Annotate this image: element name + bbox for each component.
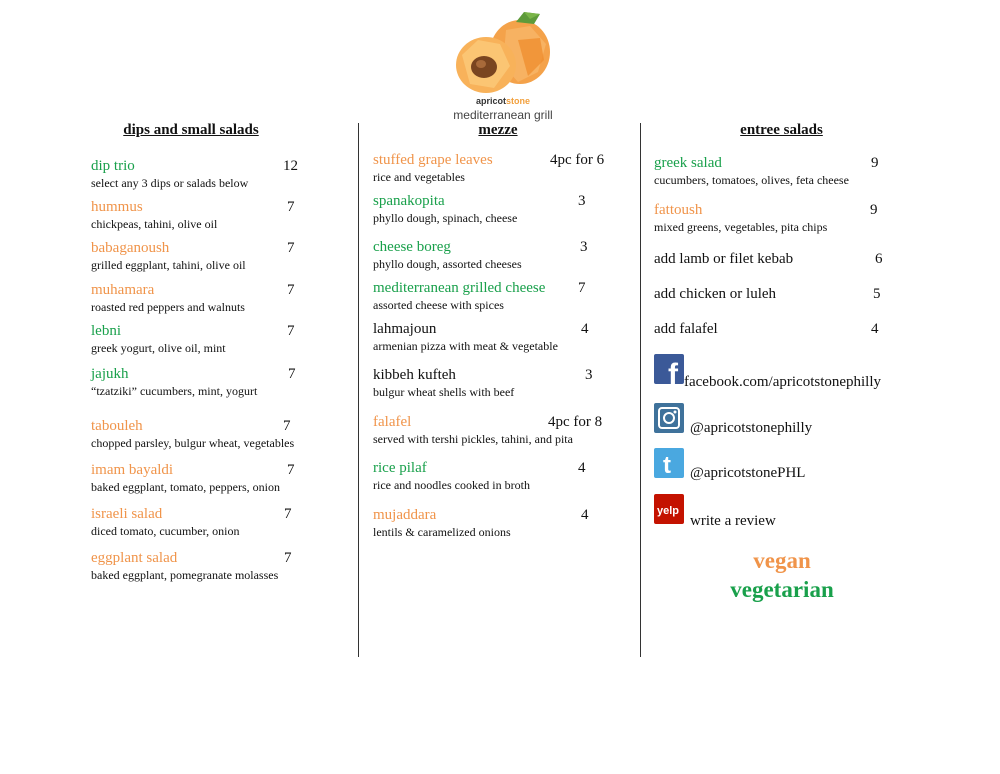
item-price: 3 — [578, 193, 586, 209]
yelp-row[interactable] — [654, 494, 894, 528]
item-description: diced tomato, cucumber, onion — [91, 524, 240, 538]
item-price: 7 — [287, 199, 295, 215]
item-description: chickpeas, tahini, olive oil — [91, 217, 218, 231]
item-description: baked eggplant, tomato, peppers, onion — [91, 480, 280, 494]
svg-text:t: t — [663, 452, 671, 478]
item-name: lahmajoun — [373, 321, 437, 337]
item-price: 7 — [287, 282, 295, 298]
apricot-logo-icon — [448, 10, 558, 95]
item-description: roasted red peppers and walnuts — [91, 300, 245, 314]
item-name: fattoush — [654, 202, 703, 218]
item-description: phyllo dough, assorted cheeses — [373, 257, 522, 271]
yelp-review-link[interactable]: write a review — [690, 513, 776, 529]
vegetarian-label: vegetarian — [730, 577, 834, 602]
item-price: 4pc for 8 — [548, 414, 603, 430]
item-name: jajukh — [91, 366, 129, 382]
item-description: armenian pizza with meat & vegetable — [373, 339, 558, 353]
twitter-link[interactable]: @apricotstonePHL — [690, 465, 806, 481]
addon-name: add chicken or luleh — [654, 286, 777, 302]
addon-name: add falafel — [654, 321, 718, 337]
column-divider — [358, 123, 359, 657]
item-price: 4 — [581, 321, 589, 337]
addon-price: 6 — [875, 251, 883, 267]
dips-heading: dips and small salads — [123, 122, 259, 138]
item-price: 4 — [581, 507, 589, 523]
item-price: 7 — [284, 550, 292, 566]
item-price: 3 — [580, 239, 588, 255]
brand-tagline: mediterranean grill — [453, 108, 553, 122]
facebook-row[interactable] — [654, 354, 894, 388]
item-name: falafel — [373, 414, 412, 430]
item-description: cucumbers, tomatoes, olives, feta cheese — [654, 173, 849, 187]
mezze-column — [373, 122, 613, 139]
item-name: mujaddara — [373, 507, 437, 523]
instagram-link[interactable]: @apricotstonephilly — [690, 420, 813, 436]
item-name: greek salad — [654, 155, 722, 171]
item-name: imam bayaldi — [91, 462, 174, 478]
item-price: 3 — [585, 367, 593, 383]
item-price: 7 — [287, 240, 295, 256]
twitter-icon — [654, 448, 684, 478]
item-description: served with tershi pickles, tahini, and pita — [373, 432, 573, 446]
entree-heading: entree salads — [740, 122, 823, 138]
instagram-icon — [654, 403, 684, 433]
item-description: phyllo dough, spinach, cheese — [373, 211, 518, 225]
item-price: 7 — [578, 280, 586, 296]
item-description: grilled eggplant, tahini, olive oil — [91, 258, 246, 272]
item-name: hummus — [91, 199, 143, 215]
item-description: select any 3 dips or salads below — [91, 176, 249, 190]
item-description: assorted cheese with spices — [373, 298, 504, 312]
column-divider — [640, 123, 641, 657]
item-description: “tzatziki” cucumbers, mint, yogurt — [91, 384, 258, 398]
item-description: mixed greens, vegetables, pita chips — [654, 220, 828, 234]
addon-price: 4 — [871, 321, 879, 337]
yelp-icon — [654, 494, 684, 524]
item-name: rice pilaf — [373, 460, 427, 476]
item-description: greek yogurt, olive oil, mint — [91, 341, 226, 355]
facebook-icon — [654, 354, 684, 384]
twitter-row[interactable] — [654, 448, 894, 482]
entree-column — [654, 122, 899, 139]
logo — [440, 10, 570, 125]
addon-price: 5 — [873, 286, 881, 302]
item-price: 7 — [288, 366, 296, 382]
item-price: 4pc for 6 — [550, 152, 605, 168]
item-name: stuffed grape leaves — [373, 152, 493, 168]
item-name: mediterranean grilled cheese — [373, 280, 546, 296]
item-description: rice and vegetables — [373, 170, 465, 184]
item-price: 9 — [870, 202, 878, 218]
item-name: dip trio — [91, 158, 135, 174]
item-name: babaganoush — [91, 240, 170, 256]
item-description: chopped parsley, bulgur wheat, vegetables — [91, 436, 295, 450]
item-name: israeli salad — [91, 506, 163, 522]
mezze-heading: mezze — [478, 122, 518, 138]
dips-column — [91, 122, 306, 139]
facebook-link[interactable]: facebook.com/apricotstonephilly — [684, 374, 882, 390]
item-description: bulgur wheat shells with beef — [373, 385, 515, 399]
item-price: 9 — [871, 155, 879, 171]
item-description: lentils & caramelized onions — [373, 525, 511, 539]
svg-text:f: f — [668, 358, 678, 386]
item-description: rice and noodles cooked in broth — [373, 478, 530, 492]
brand-name: apricotstone — [475, 96, 531, 106]
item-price: 7 — [284, 506, 292, 522]
item-price: 7 — [283, 418, 291, 434]
item-price: 7 — [287, 323, 295, 339]
vegan-label: vegan — [753, 548, 811, 573]
item-name: lebni — [91, 323, 121, 339]
item-name: spanakopita — [373, 193, 445, 209]
item-name: tabouleh — [91, 418, 143, 434]
item-name: kibbeh kufteh — [373, 367, 456, 383]
instagram-row[interactable] — [654, 403, 894, 437]
svg-text:yelp: yelp — [657, 505, 680, 517]
item-name: eggplant salad — [91, 550, 178, 566]
item-name: muhamara — [91, 282, 155, 298]
item-description: baked eggplant, pomegranate molasses — [91, 568, 279, 582]
item-price: 7 — [287, 462, 295, 478]
item-price: 4 — [578, 460, 586, 476]
item-name: cheese boreg — [373, 239, 451, 255]
addon-name: add lamb or filet kebab — [654, 251, 794, 267]
item-price: 12 — [283, 158, 298, 174]
